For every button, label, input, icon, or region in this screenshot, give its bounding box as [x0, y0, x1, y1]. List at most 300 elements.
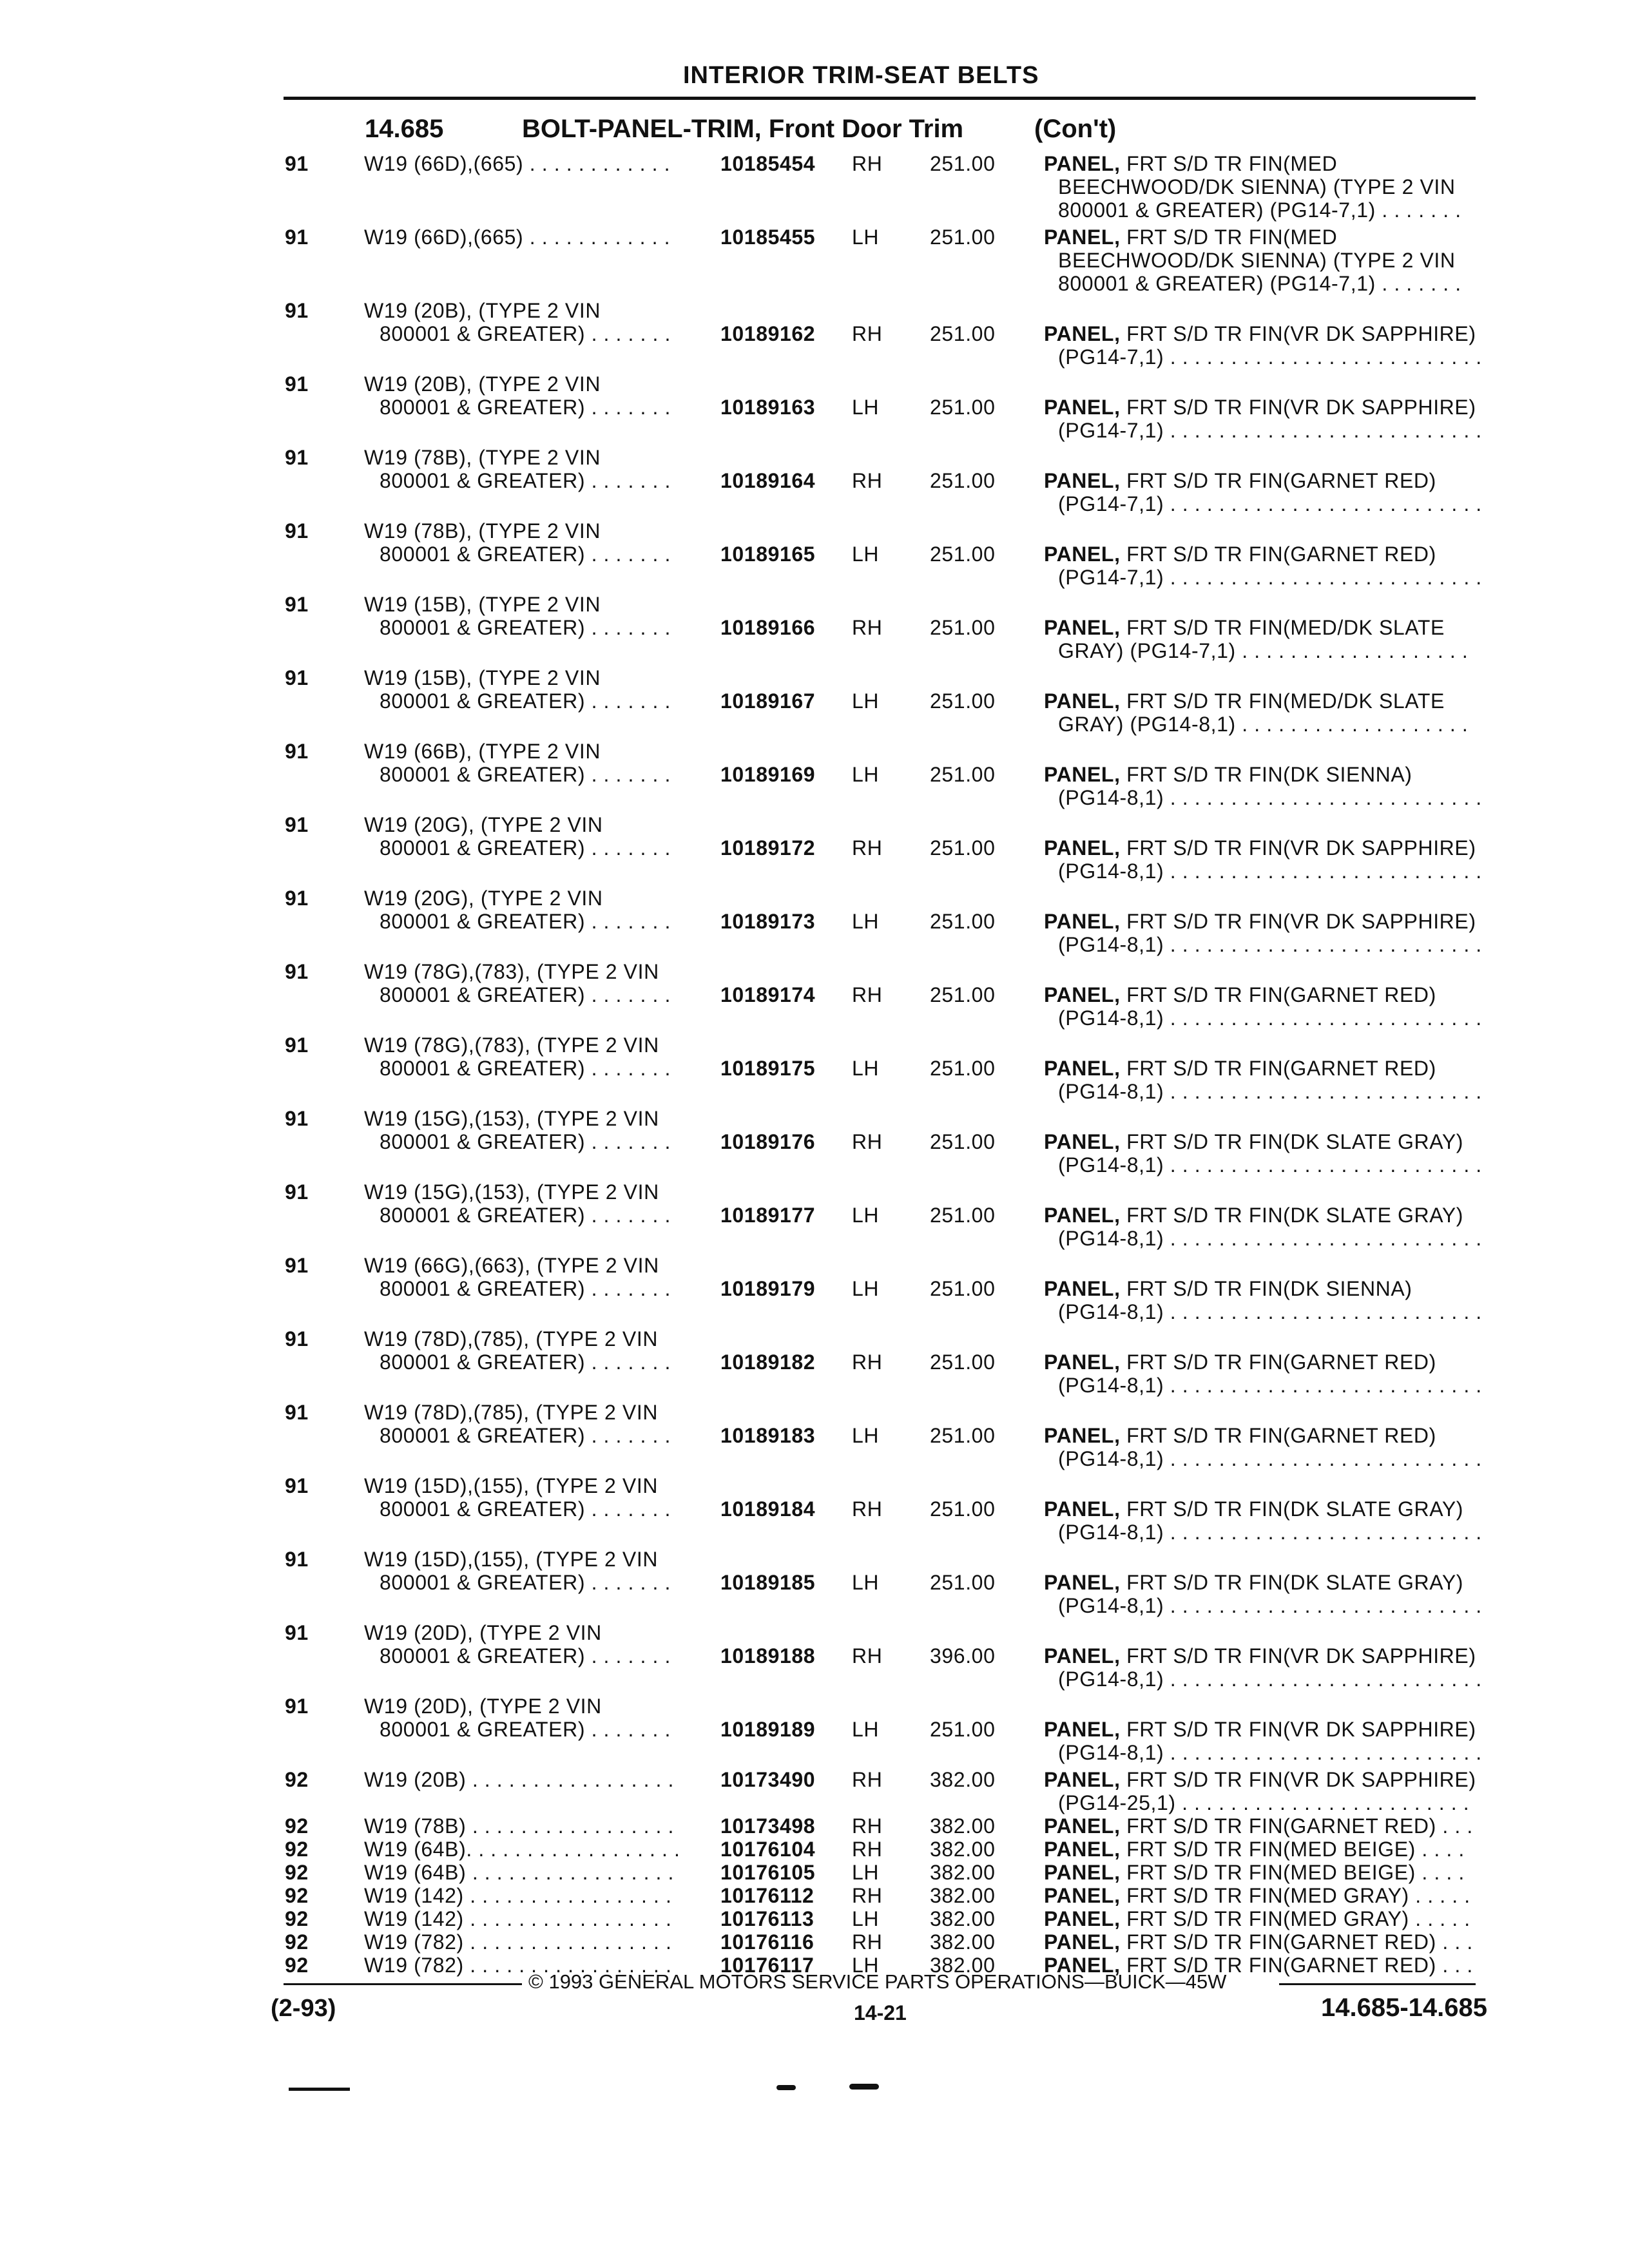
model-line: 800001 & GREATER) . . . . . . .	[380, 983, 671, 1006]
description	[1044, 1424, 1482, 1470]
description-line	[1044, 1350, 1482, 1374]
quantity: 251.00	[930, 543, 996, 566]
quantity: 251.00	[930, 152, 996, 175]
description-line	[1044, 1930, 1473, 1954]
description-keyword: PANEL,	[1044, 1277, 1121, 1300]
part-number: 10176116	[720, 1930, 815, 1954]
model-application	[364, 1401, 671, 1447]
part-number: 10173498	[720, 1814, 816, 1838]
quantity: 396.00	[930, 1644, 996, 1667]
model-application	[364, 1695, 671, 1741]
model-line: W19 (20G), (TYPE 2 VIN	[364, 813, 603, 836]
part-number: 10189176	[720, 1130, 816, 1153]
section-name: BOLT-PANEL-TRIM, Front Door Trim	[522, 115, 964, 143]
scan-mark	[289, 2088, 350, 2091]
footer-page-number: 14-21	[854, 2001, 907, 2024]
quantity: 251.00	[930, 469, 996, 492]
footer-section-range: 14.685-14.685	[1321, 1994, 1488, 2022]
part-number: 10173490	[720, 1768, 816, 1791]
part-number: 10189184	[720, 1497, 816, 1521]
quantity: 382.00	[930, 1884, 996, 1907]
description-keyword: PANEL,	[1044, 1350, 1121, 1374]
quantity: 382.00	[930, 1838, 996, 1861]
description-text: FRT S/D TR FIN(GARNET RED)	[1126, 469, 1436, 492]
model-line: W19 (78B), (TYPE 2 VIN	[364, 446, 601, 469]
model-application	[364, 372, 671, 419]
description-keyword: PANEL,	[1044, 1954, 1121, 1977]
quantity: 251.00	[930, 1057, 996, 1080]
side-code: LH	[852, 910, 880, 933]
list-item	[0, 1180, 1629, 1250]
description-line	[1044, 1424, 1482, 1447]
model-line: W19 (64B). . . . . . . . . . . . . . . . . .	[364, 1838, 680, 1861]
description	[1044, 1718, 1482, 1764]
description-line: BEECHWOOD/DK SIENNA) (TYPE 2 VIN	[1058, 175, 1456, 198]
description-line: (PG14-8,1) . . . . . . . . . . . . . . . . . . . . . . . . . .	[1058, 1227, 1482, 1250]
part-number: 10189182	[720, 1350, 816, 1374]
list-item	[0, 152, 1629, 222]
description-line	[1044, 152, 1461, 175]
description	[1044, 836, 1482, 883]
model-line: W19 (15G),(153), (TYPE 2 VIN	[364, 1107, 659, 1130]
model-line: 800001 & GREATER) . . . . . . .	[380, 1057, 671, 1080]
description-line: (PG14-25,1) . . . . . . . . . . . . . . . . . . . . . . . .	[1058, 1791, 1470, 1814]
side-code: LH	[852, 689, 880, 713]
description	[1044, 1861, 1465, 1884]
model-application	[364, 960, 671, 1006]
description-text: FRT S/D TR FIN(MED GRAY) . . . . .	[1126, 1907, 1470, 1930]
model-application	[364, 1254, 671, 1300]
description-line: (PG14-8,1) . . . . . . . . . . . . . . . . . . . . . . . . . .	[1058, 1741, 1482, 1764]
part-number: 10176113	[720, 1907, 815, 1930]
description	[1044, 910, 1482, 956]
part-number: 10185454	[720, 152, 816, 175]
side-code: RH	[852, 1350, 883, 1374]
side-code: RH	[852, 836, 883, 860]
description-keyword: PANEL,	[1044, 1204, 1121, 1227]
description-line	[1044, 1204, 1482, 1227]
model-application	[364, 887, 671, 933]
description-text: FRT S/D TR FIN(DK SLATE GRAY)	[1126, 1204, 1464, 1227]
model-application	[364, 1474, 671, 1521]
description-text: FRT S/D TR FIN(GARNET RED) . . .	[1126, 1814, 1473, 1838]
model-application	[364, 1930, 671, 1954]
description	[1044, 1644, 1482, 1691]
model-application	[364, 666, 671, 713]
description	[1044, 1204, 1482, 1250]
description-line	[1044, 322, 1482, 345]
side-code: LH	[852, 543, 880, 566]
model-line: W19 (20B), (TYPE 2 VIN	[364, 299, 601, 322]
quantity: 251.00	[930, 763, 996, 786]
description-line	[1044, 1884, 1470, 1907]
model-line: 800001 & GREATER) . . . . . . .	[380, 910, 671, 933]
description	[1044, 689, 1468, 736]
description-line: (PG14-8,1) . . . . . . . . . . . . . . . . . . . . . . . . . .	[1058, 933, 1482, 956]
item-number: 91	[285, 226, 309, 249]
description-line: (PG14-7,1) . . . . . . . . . . . . . . . . . . . . . . . . . .	[1058, 492, 1482, 515]
side-code: RH	[852, 1130, 883, 1153]
item-number: 91	[285, 1401, 309, 1424]
description-text: FRT S/D TR FIN(VR DK SAPPHIRE)	[1126, 1718, 1476, 1741]
model-line: 800001 & GREATER) . . . . . . .	[380, 1718, 671, 1741]
section-continued: (Con't)	[1034, 115, 1117, 143]
side-code: RH	[852, 1768, 883, 1791]
description-text: FRT S/D TR FIN(VR DK SAPPHIRE)	[1126, 322, 1476, 345]
description-keyword: PANEL,	[1044, 469, 1121, 492]
description-text: FRT S/D TR FIN(GARNET RED)	[1126, 1350, 1436, 1374]
list-item	[0, 1695, 1629, 1764]
model-application	[364, 1814, 674, 1838]
item-number: 91	[285, 960, 309, 983]
description-text: FRT S/D TR FIN(GARNET RED)	[1126, 1424, 1436, 1447]
footer-copyright: © 1993 GENERAL MOTORS SERVICE PARTS OPERATIONS—BUICK—45W	[528, 1970, 1227, 1993]
part-number: 10185455	[720, 226, 816, 249]
quantity: 382.00	[930, 1861, 996, 1884]
description	[1044, 1571, 1482, 1617]
model-line: W19 (15B), (TYPE 2 VIN	[364, 666, 601, 689]
description-line: BEECHWOOD/DK SIENNA) (TYPE 2 VIN	[1058, 249, 1456, 272]
part-number: 10189188	[720, 1644, 816, 1667]
side-code: LH	[852, 1718, 880, 1741]
description-keyword: PANEL,	[1044, 1907, 1121, 1930]
side-code: LH	[852, 1954, 880, 1977]
model-line: W19 (78B), (TYPE 2 VIN	[364, 519, 601, 543]
model-line: W19 (78G),(783), (TYPE 2 VIN	[364, 1033, 659, 1057]
model-line: 800001 & GREATER) . . . . . . .	[380, 1277, 671, 1300]
model-line: W19 (78D),(785), (TYPE 2 VIN	[364, 1327, 659, 1350]
list-item	[0, 299, 1629, 369]
description	[1044, 1497, 1482, 1544]
description-line	[1044, 836, 1482, 860]
description-keyword: PANEL,	[1044, 1571, 1121, 1594]
description-line: GRAY) (PG14-7,1) . . . . . . . . . . . . . . . . . . .	[1058, 639, 1469, 662]
model-line: W19 (78G),(783), (TYPE 2 VIN	[364, 960, 659, 983]
model-line: 800001 & GREATER) . . . . . . .	[380, 616, 671, 639]
model-application	[364, 593, 671, 639]
description-line	[1044, 543, 1482, 566]
part-number: 10176117	[720, 1954, 815, 1977]
model-line: 800001 & GREATER) . . . . . . .	[380, 1497, 671, 1521]
item-number: 91	[285, 1107, 309, 1130]
quantity: 382.00	[930, 1814, 996, 1838]
description-line	[1044, 616, 1468, 639]
model-line: W19 (66B), (TYPE 2 VIN	[364, 740, 601, 763]
list-item	[0, 519, 1629, 589]
model-application	[364, 1033, 671, 1080]
description-text: FRT S/D TR FIN(VR DK SAPPHIRE)	[1126, 910, 1476, 933]
item-number: 92	[285, 1814, 309, 1838]
quantity: 251.00	[930, 616, 996, 639]
list-item	[0, 1814, 1629, 1838]
part-number: 10189183	[720, 1424, 816, 1447]
description-line	[1044, 1768, 1476, 1791]
item-number: 91	[285, 887, 309, 910]
item-number: 91	[285, 666, 309, 689]
item-number: 91	[285, 1548, 309, 1571]
side-code: RH	[852, 152, 883, 175]
model-application	[364, 1768, 674, 1791]
description-text: FRT S/D TR FIN(GARNET RED)	[1126, 1057, 1436, 1080]
item-number: 91	[285, 1254, 309, 1277]
description-line: (PG14-7,1) . . . . . . . . . . . . . . . . . . . . . . . . . .	[1058, 345, 1482, 369]
description	[1044, 543, 1482, 589]
part-number: 10189189	[720, 1718, 816, 1741]
side-code: RH	[852, 983, 883, 1006]
side-code: RH	[852, 1838, 883, 1861]
description-line	[1044, 1644, 1482, 1667]
model-application	[364, 813, 671, 860]
part-number: 10176105	[720, 1861, 816, 1884]
description-text: FRT S/D TR FIN(MED	[1126, 152, 1338, 175]
model-application	[364, 1838, 680, 1861]
list-item	[0, 1327, 1629, 1397]
side-code: LH	[852, 1424, 880, 1447]
item-number: 91	[285, 740, 309, 763]
model-line: W19 (64B) . . . . . . . . . . . . . . . . .	[364, 1861, 675, 1884]
description	[1044, 983, 1482, 1030]
description-line: (PG14-8,1) . . . . . . . . . . . . . . . . . . . . . . . . . .	[1058, 786, 1482, 809]
description-line	[1044, 396, 1482, 419]
description-line: (PG14-8,1) . . . . . . . . . . . . . . . . . . . . . . . . . .	[1058, 860, 1482, 883]
list-item	[0, 1884, 1629, 1907]
description-line: (PG14-8,1) . . . . . . . . . . . . . . . . . . . . . . . . . .	[1058, 1521, 1482, 1544]
item-number: 91	[285, 1621, 309, 1644]
scan-mark	[776, 2085, 796, 2090]
quantity: 251.00	[930, 1718, 996, 1741]
item-number: 91	[285, 1327, 309, 1350]
quantity: 251.00	[930, 1424, 996, 1447]
model-line: W19 (782) . . . . . . . . . . . . . . . . .	[364, 1930, 672, 1954]
model-line: W19 (66G),(663), (TYPE 2 VIN	[364, 1254, 659, 1277]
list-item	[0, 887, 1629, 956]
quantity: 251.00	[930, 1571, 996, 1594]
part-number: 10176112	[720, 1884, 815, 1907]
list-item	[0, 813, 1629, 883]
model-application	[364, 1907, 671, 1930]
description	[1044, 1277, 1482, 1323]
part-number: 10189165	[720, 543, 816, 566]
model-application	[364, 152, 670, 175]
description-keyword: PANEL,	[1044, 396, 1121, 419]
description-line	[1044, 226, 1461, 249]
description-text: FRT S/D TR FIN(MED/DK SLATE	[1126, 616, 1445, 639]
description-keyword: PANEL,	[1044, 1838, 1121, 1861]
description-keyword: PANEL,	[1044, 1057, 1121, 1080]
section-number: 14.685	[365, 115, 444, 143]
description-line	[1044, 1907, 1470, 1930]
model-line: W19 (15D),(155), (TYPE 2 VIN	[364, 1548, 659, 1571]
model-application	[364, 1107, 671, 1153]
description-text: FRT S/D TR FIN(DK SLATE GRAY)	[1126, 1497, 1464, 1521]
description-text: FRT S/D TR FIN(MED GRAY) . . . . .	[1126, 1884, 1470, 1907]
model-line: W19 (782) . . . . . . . . . . . . . . . . .	[364, 1954, 672, 1977]
list-item	[0, 593, 1629, 662]
side-code: LH	[852, 1277, 880, 1300]
description-text: FRT S/D TR FIN(DK SIENNA)	[1126, 1277, 1412, 1300]
description	[1044, 226, 1461, 295]
description-text: FRT S/D TR FIN(GARNET RED)	[1126, 543, 1436, 566]
model-application	[364, 1861, 674, 1884]
description-line: (PG14-8,1) . . . . . . . . . . . . . . . . . . . . . . . . . .	[1058, 1374, 1482, 1397]
footer-rule-right	[1279, 1983, 1476, 1985]
description-line: 800001 & GREATER) (PG14-7,1) . . . . . . .	[1058, 272, 1461, 295]
model-application	[364, 740, 671, 786]
model-application	[364, 446, 671, 492]
quantity: 251.00	[930, 1204, 996, 1227]
quantity: 251.00	[930, 396, 996, 419]
list-item	[0, 372, 1629, 442]
model-line: 800001 & GREATER) . . . . . . .	[380, 1571, 671, 1594]
item-number: 91	[285, 593, 309, 616]
description-text: FRT S/D TR FIN(DK SLATE GRAY)	[1126, 1571, 1464, 1594]
description	[1044, 616, 1468, 662]
model-application	[364, 519, 671, 566]
description	[1044, 322, 1482, 369]
quantity: 251.00	[930, 689, 996, 713]
description-keyword: PANEL,	[1044, 226, 1121, 249]
part-number: 10189173	[720, 910, 816, 933]
model-application	[364, 1548, 671, 1594]
description-keyword: PANEL,	[1044, 910, 1121, 933]
item-number: 91	[285, 813, 309, 836]
item-number: 92	[285, 1861, 309, 1884]
description-line	[1044, 1814, 1473, 1838]
description-line: GRAY) (PG14-8,1) . . . . . . . . . . . . . . . . . . .	[1058, 713, 1469, 736]
description-keyword: PANEL,	[1044, 1930, 1121, 1954]
description-line: (PG14-7,1) . . . . . . . . . . . . . . . . . . . . . . . . . .	[1058, 419, 1482, 442]
description-keyword: PANEL,	[1044, 543, 1121, 566]
model-line: 800001 & GREATER) . . . . . . .	[380, 1644, 671, 1667]
description-line	[1044, 1718, 1482, 1741]
model-line: W19 (142) . . . . . . . . . . . . . . . . .	[364, 1884, 672, 1907]
item-number: 91	[285, 1033, 309, 1057]
description-text: FRT S/D TR FIN(DK SIENNA)	[1126, 763, 1412, 786]
item-number: 91	[285, 1695, 309, 1718]
model-line: 800001 & GREATER) . . . . . . .	[380, 763, 671, 786]
item-number: 92	[285, 1768, 309, 1791]
model-line: W19 (15D),(155), (TYPE 2 VIN	[364, 1474, 659, 1497]
part-number: 10189177	[720, 1204, 816, 1227]
quantity: 251.00	[930, 1497, 996, 1521]
part-number: 10189163	[720, 396, 816, 419]
list-item	[0, 666, 1629, 736]
description-line	[1044, 1057, 1482, 1080]
item-number: 92	[285, 1838, 309, 1861]
quantity: 382.00	[930, 1930, 996, 1954]
description-line: (PG14-8,1) . . . . . . . . . . . . . . . . . . . . . . . . . .	[1058, 1447, 1482, 1470]
quantity: 251.00	[930, 910, 996, 933]
list-item	[0, 1033, 1629, 1103]
model-line: W19 (20G), (TYPE 2 VIN	[364, 887, 603, 910]
list-item	[0, 1401, 1629, 1470]
description-keyword: PANEL,	[1044, 836, 1121, 860]
quantity: 251.00	[930, 1350, 996, 1374]
description-line	[1044, 689, 1468, 713]
item-number: 91	[285, 519, 309, 543]
part-number: 10189185	[720, 1571, 816, 1594]
description-keyword: PANEL,	[1044, 1497, 1121, 1521]
quantity: 251.00	[930, 322, 996, 345]
description-keyword: PANEL,	[1044, 1768, 1121, 1791]
list-item	[0, 1107, 1629, 1177]
description	[1044, 396, 1482, 442]
model-line: 800001 & GREATER) . . . . . . .	[380, 322, 671, 345]
description-keyword: PANEL,	[1044, 689, 1121, 713]
description	[1044, 1884, 1470, 1907]
description	[1044, 152, 1461, 222]
model-line: 800001 & GREATER) . . . . . . .	[380, 1130, 671, 1153]
description-line: (PG14-8,1) . . . . . . . . . . . . . . . . . . . . . . . . . .	[1058, 1594, 1482, 1617]
model-application	[364, 1327, 671, 1374]
description-keyword: PANEL,	[1044, 1644, 1121, 1667]
quantity: 251.00	[930, 836, 996, 860]
description-text: FRT S/D TR FIN(GARNET RED) . . .	[1126, 1954, 1473, 1977]
description-line	[1044, 1497, 1482, 1521]
footer-date-code: (2-93)	[271, 1995, 336, 2022]
description-keyword: PANEL,	[1044, 152, 1121, 175]
section-heading	[0, 115, 1629, 147]
part-number: 10189179	[720, 1277, 816, 1300]
item-number: 91	[285, 299, 309, 322]
side-code: LH	[852, 226, 880, 249]
description-line	[1044, 1130, 1482, 1153]
side-code: RH	[852, 616, 883, 639]
description-text: FRT S/D TR FIN(MED/DK SLATE	[1126, 689, 1445, 713]
description-keyword: PANEL,	[1044, 1130, 1121, 1153]
description	[1044, 1768, 1476, 1814]
description	[1044, 1814, 1473, 1838]
model-line: W19 (20D), (TYPE 2 VIN	[364, 1695, 602, 1718]
side-code: LH	[852, 1861, 880, 1884]
part-number: 10189169	[720, 763, 816, 786]
model-line: W19 (66D),(665) . . . . . . . . . . . .	[364, 152, 671, 175]
list-item	[0, 1861, 1629, 1884]
side-code: LH	[852, 1907, 880, 1930]
item-number: 91	[285, 1474, 309, 1497]
description-line: (PG14-7,1) . . . . . . . . . . . . . . . . . . . . . . . . . .	[1058, 566, 1482, 589]
list-item	[0, 446, 1629, 515]
model-line: 800001 & GREATER) . . . . . . .	[380, 1424, 671, 1447]
list-item	[0, 1838, 1629, 1861]
description-keyword: PANEL,	[1044, 1814, 1121, 1838]
description	[1044, 469, 1482, 515]
model-line: 800001 & GREATER) . . . . . . .	[380, 396, 671, 419]
side-code: LH	[852, 1204, 880, 1227]
model-application	[364, 1621, 671, 1667]
description-keyword: PANEL,	[1044, 322, 1121, 345]
list-item	[0, 226, 1629, 295]
quantity: 382.00	[930, 1907, 996, 1930]
description-keyword: PANEL,	[1044, 763, 1121, 786]
list-item	[0, 1474, 1629, 1544]
list-item	[0, 740, 1629, 809]
list-item	[0, 1907, 1629, 1930]
description-keyword: PANEL,	[1044, 1424, 1121, 1447]
description-text: FRT S/D TR FIN(DK SLATE GRAY)	[1126, 1130, 1464, 1153]
side-code: RH	[852, 1497, 883, 1521]
description-keyword: PANEL,	[1044, 616, 1121, 639]
description-line	[1044, 1571, 1482, 1594]
item-number: 91	[285, 1180, 309, 1204]
part-number: 10189174	[720, 983, 816, 1006]
description	[1044, 1130, 1482, 1177]
description-line: (PG14-8,1) . . . . . . . . . . . . . . . . . . . . . . . . . .	[1058, 1667, 1482, 1691]
item-number: 92	[285, 1907, 309, 1930]
model-line: W19 (15B), (TYPE 2 VIN	[364, 593, 601, 616]
description	[1044, 1907, 1470, 1930]
list-item	[0, 960, 1629, 1030]
